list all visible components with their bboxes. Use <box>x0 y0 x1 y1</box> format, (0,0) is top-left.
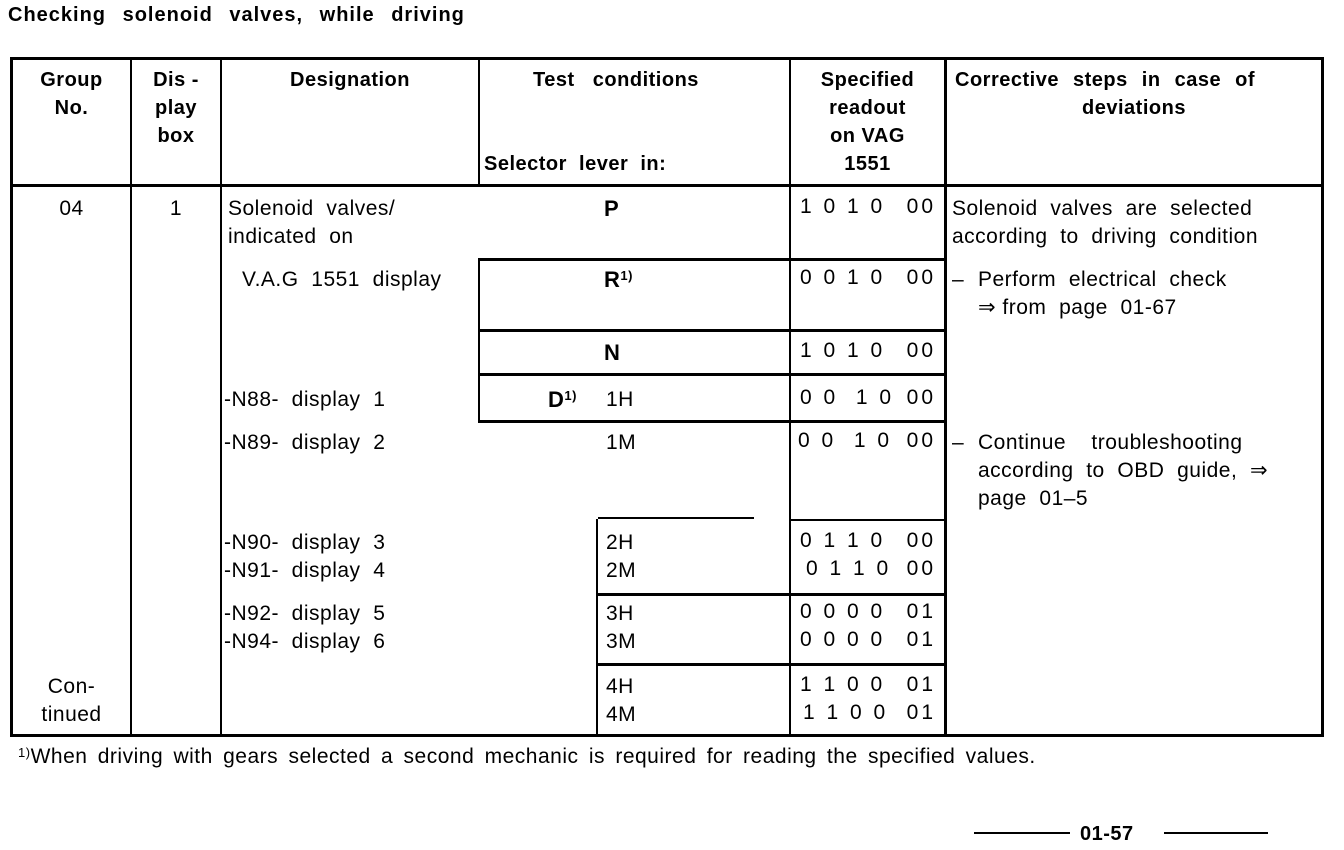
header-group-no: Group No. <box>40 69 103 119</box>
designation-n92: -N92- display 5 <box>224 602 386 625</box>
selector-4m: 4M <box>606 703 637 726</box>
readout-3m: 0 0 0 0 01 <box>800 628 936 651</box>
designation-n91: -N91- display 4 <box>224 559 386 582</box>
header-selector-lever: Selector lever in: <box>484 153 667 175</box>
readout-n: 1 0 1 0 00 <box>800 339 936 362</box>
table-bottom-border <box>10 734 1324 737</box>
col-sep-3b <box>478 258 480 423</box>
group-number: 04 <box>59 197 84 220</box>
readout-p: 1 0 1 0 00 <box>800 195 936 218</box>
page-number-rule-left <box>974 832 1070 834</box>
corrective-solenoid-selected: Solenoid valves are selected according to driving condition <box>952 197 1258 248</box>
col-sep-3 <box>478 57 480 187</box>
designation-solenoid-valves: Solenoid valves/ indicated on <box>228 197 396 248</box>
continued-label: Con- tinued <box>41 675 102 726</box>
designation-n88: -N88- display 1 <box>224 388 386 411</box>
selector-n: N <box>604 340 621 365</box>
footnote <box>18 743 1036 771</box>
designation-n90: -N90- display 3 <box>224 531 386 554</box>
readout-4h: 1 1 0 0 01 <box>800 673 936 696</box>
header-corrective-steps: Corrective steps in case of deviations <box>955 69 1256 119</box>
readout-4m: 1 1 0 0 01 <box>803 701 936 724</box>
footnote-ref-r: 1) <box>620 268 633 283</box>
selector-r: $R^{1)}$ <box>604 267 633 292</box>
display-box-number: 1 <box>169 197 183 220</box>
readout-1h: 0 0 1 0 00 <box>800 386 936 409</box>
row-sep-2h <box>789 519 944 521</box>
selector-d: $D^{1)}$ <box>548 387 577 412</box>
row-sep-d <box>478 373 944 376</box>
selector-4h: 4H <box>606 675 634 698</box>
selector-2m: 2M <box>606 559 637 582</box>
selector-1m: 1M <box>606 431 637 454</box>
col-sep-2 <box>220 57 222 737</box>
selector-2h: 2H <box>606 531 634 554</box>
header-test-conditions: Test conditions <box>533 69 699 91</box>
row-sep-n <box>478 329 944 332</box>
designation-n94: -N94- display 6 <box>224 630 386 653</box>
corrective-electrical-check: – Perform electrical check ⇒ from page 01-67 <box>952 268 1227 319</box>
header-designation: Designation <box>290 69 410 91</box>
col-sep-5 <box>944 57 947 737</box>
corrective-continue-troubleshooting: – Continue troubleshooting according to OBD guide, ⇒ page 01–5 <box>952 431 1269 510</box>
row-sep-2h-short <box>598 517 754 519</box>
page-number-rule-right <box>1164 832 1268 834</box>
readout-2m: 0 1 1 0 00 <box>806 557 936 580</box>
readout-2h: 0 1 1 0 00 <box>800 529 936 552</box>
table-top-border <box>10 57 1324 60</box>
selector-1h: 1H <box>606 388 634 411</box>
table-right-border <box>1321 57 1324 737</box>
footnote-ref-d: 1) <box>564 388 577 403</box>
table-left-border <box>10 57 13 737</box>
readout-3h: 0 0 0 0 01 <box>800 600 936 623</box>
header-display-box: Dis - play box <box>153 69 199 147</box>
selector-3m: 3M <box>606 630 637 653</box>
designation-vag-display: V.A.G 1551 display <box>242 268 442 291</box>
readout-r: 0 0 1 0 00 <box>800 266 936 289</box>
row-sep-3h <box>598 593 944 596</box>
row-sep-4h <box>598 663 944 666</box>
col-sep-1 <box>130 57 132 737</box>
selector-p: P <box>604 196 620 221</box>
header-separator <box>10 184 1324 187</box>
selector-3h: 3H <box>606 602 634 625</box>
page-heading: Checking solenoid valves, while driving <box>8 4 465 26</box>
designation-n89: -N89- display 2 <box>224 431 386 454</box>
header-specified-readout: Specified readout on VAG 1551 <box>820 69 915 175</box>
row-sep-2h-left <box>596 519 598 735</box>
page-number: 01-57 <box>1080 823 1134 845</box>
footnote-marker: 1) <box>18 745 31 760</box>
readout-1m: 0 0 1 0 00 <box>798 429 936 452</box>
footnote-text: When driving with gears selected a second mechanic is required for reading the specified values. <box>30 745 1036 768</box>
row-sep-r <box>478 258 944 261</box>
row-sep-1m <box>478 420 944 423</box>
